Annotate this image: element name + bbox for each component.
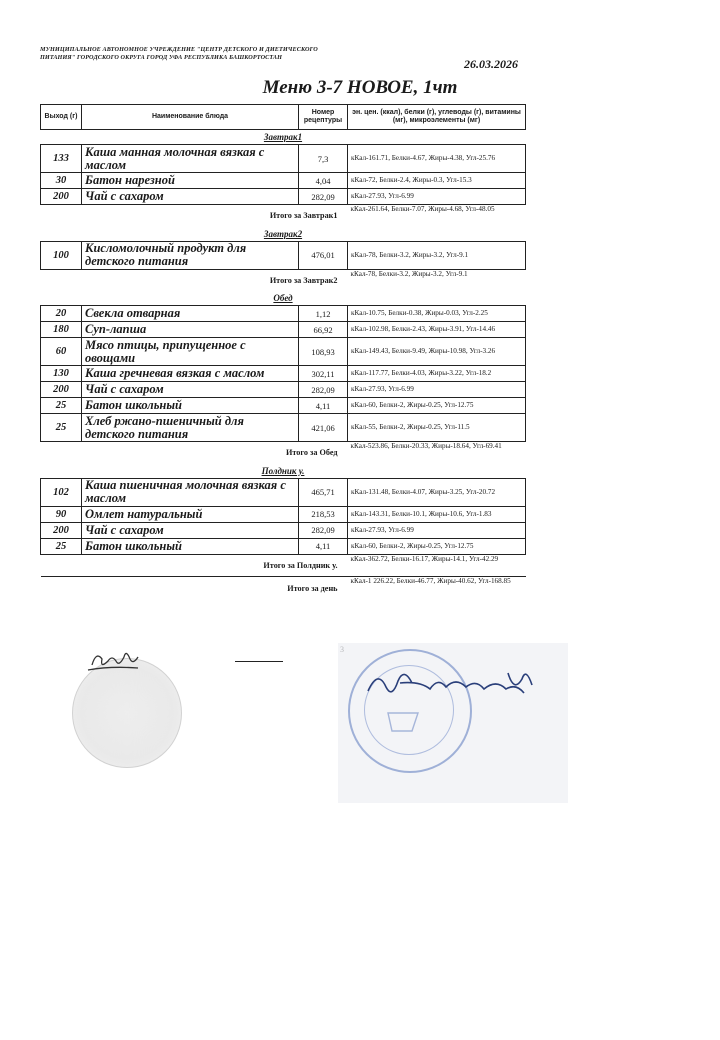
- output-cell: 90: [41, 506, 82, 522]
- table-row: [41, 414, 526, 442]
- table-row: [41, 522, 526, 538]
- section-total-values: кКал-78, Белки-3.2, Жиры-3.2, Угл-9.1: [350, 269, 468, 278]
- output-cell: 180: [41, 322, 82, 338]
- table-row: [41, 241, 526, 269]
- section-total-row: [41, 269, 526, 291]
- recipe-number: 302,11: [299, 366, 348, 382]
- dish-name: Суп-лапша: [82, 322, 299, 338]
- col-nutrition-header: эн. цен. (ккал), белки (г), углеводы (г), витамины (мг), микроэлементы (мг): [348, 105, 526, 130]
- nutrition-values: кКал-149.43, Белки-9.49, Жиры-10.98, Угл-3.26: [348, 338, 526, 366]
- dish-name: Каша гречневая вязкая с маслом: [82, 366, 299, 382]
- col-output-header: Выход (г): [41, 105, 82, 130]
- table-row: [41, 306, 526, 322]
- section-total-label: Итого за Обед: [286, 448, 338, 458]
- section-total-values: кКал-523.86, Белки-20.33, Жиры-18.64, Угл-69.41: [350, 442, 502, 450]
- dish-name: Чай с сахаром: [82, 522, 299, 538]
- recipe-number: 476,01: [299, 241, 348, 269]
- nutrition-values: кКал-27.93, Угл-6.99: [348, 382, 526, 398]
- output-cell: 25: [41, 414, 82, 442]
- recipe-number: 4,11: [299, 538, 348, 554]
- table-row: [41, 382, 526, 398]
- signature-line: [235, 661, 283, 662]
- dish-name: Батон нарезной: [82, 173, 299, 189]
- menu-body: [41, 130, 526, 601]
- section-total-row: [41, 442, 526, 464]
- table-header-row: [41, 105, 526, 130]
- nutrition-values: кКал-60, Белки-2, Жиры-0.25, Угл-12.75: [348, 398, 526, 414]
- table-row: [41, 338, 526, 366]
- output-cell: 60: [41, 338, 82, 366]
- recipe-number: 282,09: [299, 189, 348, 205]
- dish-name: Хлеб ржано-пшеничный для детского питания: [82, 414, 299, 442]
- nutrition-values: кКал-60, Белки-2, Жиры-0.25, Угл-12.75: [348, 538, 526, 554]
- table-row: [41, 173, 526, 189]
- dish-name: Кисломолочный продукт для детского питания: [82, 241, 299, 269]
- table-row: [41, 366, 526, 382]
- day-total-row: [41, 576, 526, 600]
- menu-title: Меню 3-7 НОВОЕ, 1чт: [262, 77, 458, 98]
- recipe-number: 465,71: [299, 478, 348, 506]
- nutrition-values: кКал-27.93, Угл-6.99: [348, 189, 526, 205]
- section-row: [41, 291, 526, 306]
- col-dish-header: Наименование блюда: [82, 105, 299, 130]
- menu-table: [40, 104, 526, 600]
- nutrition-values: кКал-10.75, Белки-0.38, Жиры-0.03, Угл-2.25: [348, 306, 526, 322]
- recipe-number: 1,12: [299, 306, 348, 322]
- recipe-number: 108,93: [299, 338, 348, 366]
- table-row: [41, 506, 526, 522]
- dish-name: Каша манная молочная вязкая с маслом: [82, 145, 299, 173]
- dish-name: Свекла отварная: [82, 306, 299, 322]
- recipe-number: 4,04: [299, 173, 348, 189]
- section-total-values: кКал-261.64, Белки-7.07, Жиры-4.68, Угл-48.05: [350, 205, 495, 213]
- section-total-row: [41, 554, 526, 576]
- recipe-number: 218,53: [299, 506, 348, 522]
- section-title: Полдник у.: [261, 465, 305, 476]
- day-total-values: кКал-1 226.22, Белки-46.77, Жиры-40.62, Угл-168.85: [348, 576, 526, 600]
- output-cell: 133: [41, 145, 82, 173]
- dish-name: Омлет натуральный: [82, 506, 299, 522]
- dish-name: Каша пшеничная молочная вязкая с маслом: [82, 478, 299, 506]
- section-total-row: [41, 205, 526, 227]
- section-total-label: Итого за Полдник у.: [263, 560, 338, 570]
- nutrition-values: кКал-143.31, Белки-10.1, Жиры-10.6, Угл-1.83: [348, 506, 526, 522]
- nutrition-values: кКал-72, Белки-2.4, Жиры-0.3, Угл-15.3: [348, 173, 526, 189]
- day-total-label: Итого за день: [41, 576, 348, 600]
- section-row: [41, 130, 526, 145]
- output-cell: 200: [41, 189, 82, 205]
- right-seal: [338, 643, 568, 803]
- table-row: [41, 538, 526, 554]
- dish-name: Батон школьный: [82, 538, 299, 554]
- recipe-number: 4,11: [299, 398, 348, 414]
- section-title: Обед: [273, 293, 293, 303]
- section-title: Завтрак2: [263, 228, 303, 239]
- recipe-number: 7,3: [299, 145, 348, 173]
- organization-name: МУНИЦИПАЛЬНОЕ АВТОНОМНОЕ УЧРЕЖДЕНИЕ "ЦЕНТР ДЕТСКОГО И ДИЕТИЧЕСКОГО ПИТАНИЯ" ГОРОДСКОГО ОКРУГА ГОРОД УФА РЕСПУБЛИКА БАШКОРТОСТАН: [40, 46, 318, 61]
- left-seal: [72, 658, 182, 768]
- output-cell: 200: [41, 522, 82, 538]
- right-signature: [338, 643, 568, 803]
- table-row: [41, 189, 526, 205]
- nutrition-values: кКал-131.48, Белки-4.07, Жиры-3.25, Угл-20.72: [348, 478, 526, 506]
- output-cell: 200: [41, 382, 82, 398]
- document-date: 26.03.2026: [464, 57, 518, 71]
- section-total-label: Итого за Завтрак2: [269, 275, 338, 285]
- recipe-number: 421,06: [299, 414, 348, 442]
- table-row: [41, 145, 526, 173]
- table-row: [41, 398, 526, 414]
- section-row: [41, 464, 526, 479]
- recipe-number: 66,92: [299, 322, 348, 338]
- nutrition-values: кКал-161.71, Белки-4.67, Жиры-4.38, Угл-25.76: [348, 145, 526, 173]
- dish-name: Батон школьный: [82, 398, 299, 414]
- recipe-number: 282,09: [299, 522, 348, 538]
- output-cell: 25: [41, 398, 82, 414]
- nutrition-values: кКал-78, Белки-3.2, Жиры-3.2, Угл-9.1: [348, 241, 526, 269]
- output-cell: 30: [41, 173, 82, 189]
- col-recipe-header: Номер рецептуры: [299, 105, 348, 130]
- dish-name: Чай с сахаром: [82, 189, 299, 205]
- section-title: Завтрак1: [263, 132, 303, 142]
- output-cell: 130: [41, 366, 82, 382]
- output-cell: 25: [41, 538, 82, 554]
- section-total-values: кКал-362.72, Белки-16.17, Жиры-14.1, Угл-42.29: [350, 554, 499, 563]
- nutrition-values: кКал-27.93, Угл-6.99: [348, 522, 526, 538]
- dish-name: Мясо птицы, припущенное с овощами: [82, 338, 299, 366]
- table-row: [41, 478, 526, 506]
- recipe-number: 282,09: [299, 382, 348, 398]
- output-cell: 102: [41, 478, 82, 506]
- output-cell: 20: [41, 306, 82, 322]
- section-row: [41, 227, 526, 242]
- nutrition-values: кКал-117.77, Белки-4.03, Жиры-3.22, Угл-18.2: [348, 366, 526, 382]
- output-cell: 100: [41, 241, 82, 269]
- section-total-label: Итого за Завтрак1: [269, 211, 338, 221]
- dish-name: Чай с сахаром: [82, 382, 299, 398]
- nutrition-values: кКал-55, Белки-2, Жиры-0.25, Угл-11.5: [348, 414, 526, 442]
- nutrition-values: кКал-102.98, Белки-2.43, Жиры-3.91, Угл-14.46: [348, 322, 526, 338]
- table-row: [41, 322, 526, 338]
